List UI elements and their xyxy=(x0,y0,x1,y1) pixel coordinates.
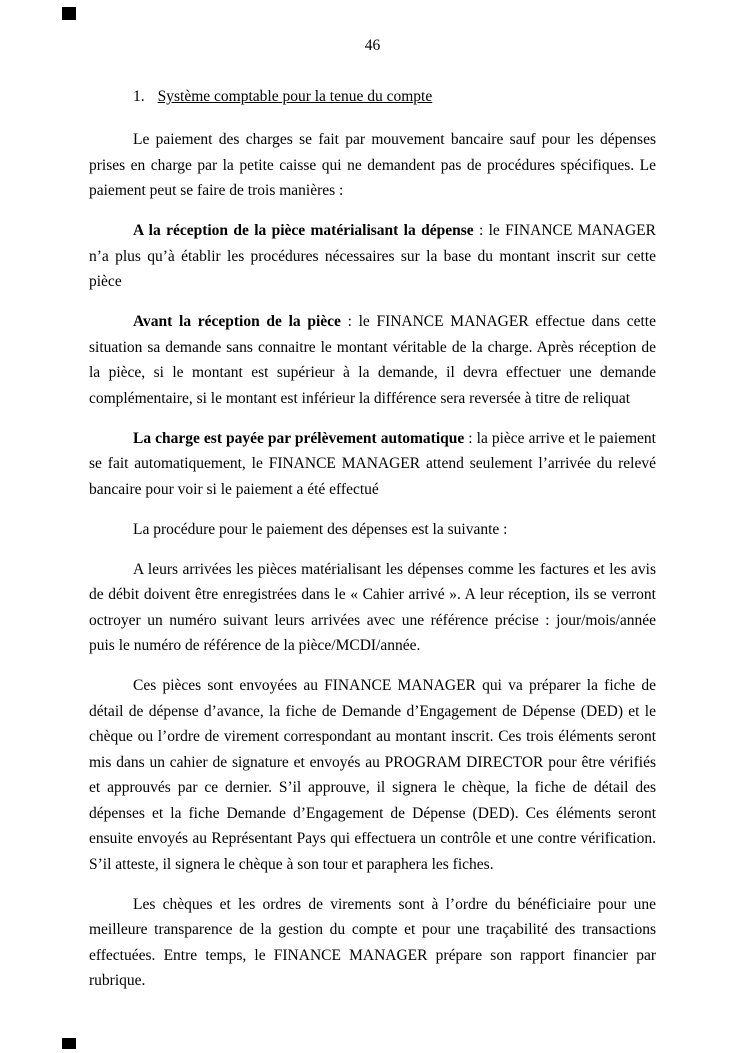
paragraph xyxy=(89,309,656,411)
paragraph xyxy=(89,892,656,994)
heading-number: 1. xyxy=(133,88,145,105)
paragraph-text: Le paiement des charges se fait par mouvement bancaire sauf pour les dépenses prises en charge par la petite caisse qui ne demandent pas de procédures spécifiques. Le paiement peut se faire de trois manières : xyxy=(89,131,656,199)
paragraph-text: : le FINANCE MANAGER n’a plus qu’à établir les procédures nécessaires sur la base du montant inscrit sur cette pièce xyxy=(89,222,656,290)
paragraph xyxy=(89,557,656,659)
scan-mark-bottom-left xyxy=(62,1038,76,1049)
paragraph-text: Ces pièces sont envoyées au FINANCE MANAGER qui va préparer la fiche de détail de dépense d’avance, la fiche de Demande d’Engagement de Dépense (DED) et le chèque ou l’ordre de virement correspondant au montant inscrit. Ces trois éléments seront mis dans un cahier de signature et envoyés au PROGRAM DIRECTOR pour être vérifiés et approuvés par ce dernier. S’il approuve, il signera le chèque, la fiche de détail des dépenses et la fiche Demande d’Engagement de Dépense (DED). Ces éléments seront ensuite envoyés au Représentant Pays qui effectuera un contrôle et une contre vérification. S’il atteste, il signera le chèque à son tour et paraphera les fiches. xyxy=(89,677,656,873)
paragraph-text: A leurs arrivées les pièces matérialisant les dépenses comme les factures et les avis de débit doivent être enregistrées dans le « Cahier arrivé ». A leur réception, ils se verront octroyer un numéro suivant leurs arrivées avec une référence précise : jour/mois/année puis le numéro de référence de la pièce/MCDI/année. xyxy=(89,560,656,654)
paragraph xyxy=(89,218,656,295)
paragraph-text: : le FINANCE MANAGER effectue dans cette situation sa demande sans connaitre le montant véritable de la charge. Après réception de la pièce, si le montant est supérieur à la demande, il devra effectuer une demande complémentaire, si le montant est inférieur la différence sera reversée à titre de reliquat xyxy=(89,313,656,407)
paragraph xyxy=(89,127,656,204)
page-number: 46 xyxy=(364,37,381,54)
paragraph-lead: La charge est payée par prélèvement automatique xyxy=(133,429,465,447)
paragraph-lead: Avant la réception de la pièce xyxy=(133,313,341,330)
paragraph-text: Les chèques et les ordres de virements sont à l’ordre du bénéficiaire pour une meilleure transparence de la gestion du compte et pour une traçabilité des transactions effectuées. Entre temps, le FINANCE MANAGER prépare son rapport financier par rubrique. xyxy=(89,895,656,989)
page-content xyxy=(0,86,745,994)
paragraph xyxy=(89,426,656,503)
paragraph xyxy=(89,673,656,877)
paragraph-text: : la pièce arrive et le paiement se fait automatiquement, le FINANCE MANAGER attend seulement l’arrivée du relevé bancaire pour voir si le paiement a été effectué xyxy=(89,429,656,498)
heading-title: Système comptable pour la tenue du compte xyxy=(157,88,433,105)
section-heading xyxy=(89,86,656,108)
scan-mark-top-left xyxy=(62,7,76,20)
paragraph-lead: A la réception de la pièce matérialisant la dépense xyxy=(133,222,474,239)
paragraph-text: La procédure pour le paiement des dépenses est la suivante : xyxy=(133,520,508,538)
paragraph xyxy=(89,517,656,543)
